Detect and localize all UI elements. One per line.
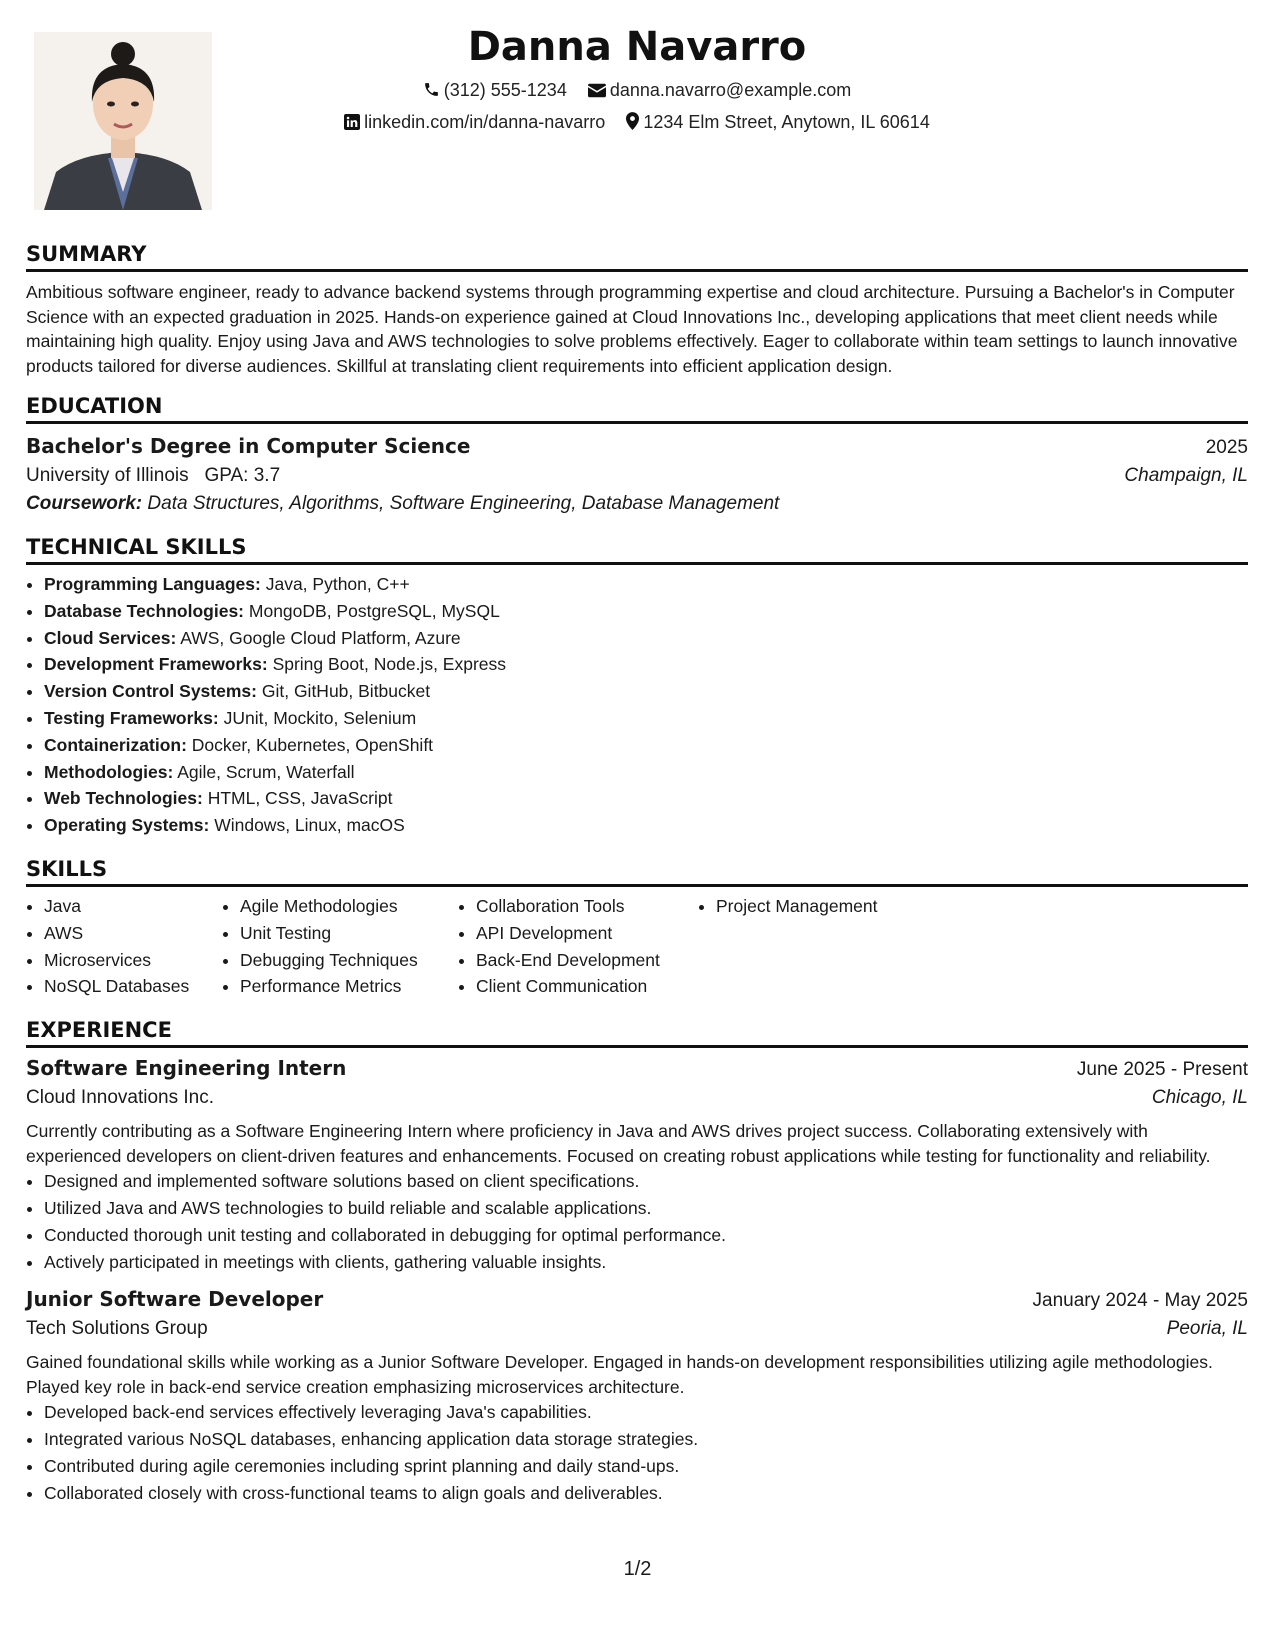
job-description: Currently contributing as a Software Engineering Intern where proficiency in Java and AWS drives project success. Collaborating extensively with experienced developers on client-driven features and enhancements. Focused on creating robust applications while testing for functionality and reliability. — [26, 1121, 1211, 1166]
list-item: • Project Management — [716, 893, 936, 920]
list-item — [44, 598, 1248, 625]
list-item: • Actively participated in meetings with clients, gathering valuable insights. — [44, 1249, 1248, 1276]
list-item — [44, 678, 1248, 705]
skill-category-value: JUnit, Mockito, Selenium — [223, 707, 417, 728]
skill-category-value: Java, Python, C++ — [265, 574, 410, 594]
job-role: Junior Software Developer — [26, 1287, 324, 1312]
experience-section — [26, 1018, 1248, 1506]
job-dates: June 2025 - Present — [1076, 1059, 1248, 1081]
linkedin-contact[interactable] — [344, 112, 605, 133]
skill-category-value: HTML, CSS, JavaScript — [207, 788, 393, 809]
job-role: Software Engineering Intern — [26, 1056, 347, 1081]
school-location: Champaign, IL — [1124, 465, 1248, 486]
address-text: 1234 Elm Street, Anytown, IL 60614 — [643, 112, 930, 132]
list-item: • NoSQL Databases — [44, 973, 222, 1000]
page-number: 1/2 — [623, 1558, 652, 1580]
skill-category-label: Development Frameworks: — [44, 654, 268, 675]
skill-category-label: Containerization: — [44, 734, 187, 755]
list-item — [44, 571, 1248, 598]
skill-category-label: Cloud Services: — [44, 627, 177, 648]
phone-contact[interactable] — [423, 80, 567, 101]
graduation-year: 2025 — [1205, 437, 1248, 458]
list-item: • Developed back-end services effectively leveraging Java's capabilities. — [44, 1399, 1248, 1426]
list-item: • AWS — [44, 920, 222, 947]
skill-category-label: Version Control Systems: — [44, 681, 257, 702]
skills-section — [26, 857, 1248, 1000]
list-item — [44, 759, 1248, 786]
skill-category-label: Database Technologies: — [44, 600, 245, 621]
list-item: • Performance Metrics — [240, 973, 458, 1000]
phone-text: (312) 555-1234 — [443, 80, 567, 100]
section-title-technical-skills: TECHNICAL SKILLS — [26, 535, 1248, 565]
section-title-summary: SUMMARY — [26, 242, 1248, 272]
technical-skills-section — [26, 535, 1248, 839]
list-item: • Client Communication — [476, 973, 698, 1000]
skills-grid — [26, 893, 1248, 1000]
skill-category-value: Agile, Scrum, Waterfall — [177, 761, 355, 782]
education-entry-sub — [26, 465, 1248, 487]
skill-category-value: MongoDB, PostgreSQL, MySQL — [248, 600, 500, 621]
list-item: • Agile Methodologies — [240, 893, 458, 920]
list-item: • Microservices — [44, 947, 222, 974]
email-text: danna.navarro@example.com — [609, 80, 852, 100]
job-bullets — [26, 1399, 1248, 1506]
skills-column — [222, 893, 458, 1000]
skill-category-label: Methodologies: — [44, 761, 174, 782]
summary-text: Ambitious software engineer, ready to advance backend systems through programming expertise and cloud architecture. Pursuing a Bachelor's in Computer Science with an expected graduation in 2025. Hands-on experience gained at Cloud Innovations Inc., developing applications that meet client needs while maintaining high quality. Enjoy using Java and AWS technologies to solve problems effectively. Eager to collaborate within team settings to launch innovative products tailored for diverse audiences. Skillful at translating client requirements into efficient application design. — [26, 282, 1238, 376]
coursework-list: Data Structures, Algorithms, Software Engineering, Database Management — [147, 493, 780, 514]
list-item — [44, 705, 1248, 732]
education-entry-header — [26, 434, 1248, 459]
email-contact[interactable] — [588, 80, 851, 101]
job-entry — [26, 1287, 1248, 1506]
skill-category-value: Windows, Linux, macOS — [214, 815, 405, 836]
job-company: Cloud Innovations Inc. — [26, 1087, 215, 1109]
address-contact — [626, 112, 930, 133]
candidate-name: Danna Navarro — [467, 24, 807, 70]
skill-category-label: Testing Frameworks: — [44, 707, 219, 728]
list-item: • Unit Testing — [240, 920, 458, 947]
skills-column — [698, 893, 936, 1000]
contact-row-secondary — [26, 112, 1248, 133]
list-item: • Utilized Java and AWS technologies to build reliable and scalable applications. — [44, 1195, 1248, 1222]
skill-category-value: Docker, Kubernetes, OpenShift — [191, 734, 434, 755]
job-sub — [26, 1087, 1248, 1109]
job-description: Gained foundational skills while working as a Junior Software Developer. Engaged in hands-on development responsibilities utilizing agile methodologies. Played key role in back-end service creation emphasizing microservices architecture. — [26, 1352, 1213, 1397]
job-header — [26, 1056, 1248, 1081]
skill-category-label: Programming Languages: — [44, 574, 261, 594]
job-company: Tech Solutions Group — [26, 1318, 208, 1340]
school-name: University of Illinois — [26, 465, 189, 486]
section-title-experience: EXPERIENCE — [26, 1018, 1248, 1048]
job-sub — [26, 1318, 1248, 1340]
list-item: • Contributed during agile ceremonies including sprint planning and daily stand-ups. — [44, 1453, 1248, 1480]
resume-page — [26, 0, 1248, 1507]
job-location: Chicago, IL — [1151, 1087, 1248, 1109]
list-item: • API Development — [476, 920, 698, 947]
map-pin-icon — [626, 112, 639, 130]
resume-header — [26, 0, 1248, 228]
skills-column — [26, 893, 222, 1000]
list-item: • Java — [44, 893, 222, 920]
list-item: • Collaborated closely with cross-functional teams to align goals and deliverables. — [44, 1480, 1248, 1507]
list-item: • Back-End Development — [476, 947, 698, 974]
skills-column — [458, 893, 698, 1000]
phone-icon — [423, 81, 440, 98]
skill-category-label: Web Technologies: — [44, 788, 203, 809]
job-location: Peoria, IL — [1166, 1318, 1248, 1340]
coursework — [26, 493, 1248, 515]
skill-category-value: Spring Boot, Node.js, Express — [272, 654, 507, 675]
contact-row-primary — [26, 80, 1248, 101]
list-item: • Conducted thorough unit testing and collaborated in debugging for optimal performance. — [44, 1222, 1248, 1249]
section-title-education: EDUCATION — [26, 394, 1248, 424]
skill-category-label: Operating Systems: — [44, 815, 210, 836]
coursework-label: Coursework: — [26, 493, 143, 514]
list-item: • Designed and implemented software solutions based on client specifications. — [44, 1168, 1248, 1195]
list-item: • Debugging Techniques — [240, 947, 458, 974]
list-item: • Collaboration Tools — [476, 893, 698, 920]
list-item — [44, 812, 1248, 839]
degree-title: Bachelor's Degree in Computer Science — [26, 434, 471, 458]
summary-section — [26, 242, 1248, 378]
job-header — [26, 1287, 1248, 1312]
list-item: • Integrated various NoSQL databases, enhancing application data storage strategies. — [44, 1426, 1248, 1453]
list-item — [44, 651, 1248, 678]
education-section — [26, 394, 1248, 515]
job-dates: January 2024 - May 2025 — [1032, 1290, 1248, 1312]
list-item — [44, 785, 1248, 812]
technical-skills-list — [26, 571, 1248, 839]
job-bullets — [26, 1168, 1248, 1275]
skill-category-value: Git, GitHub, Bitbucket — [261, 681, 431, 702]
skill-category-value: AWS, Google Cloud Platform, Azure — [180, 627, 461, 648]
list-item — [44, 625, 1248, 652]
linkedin-icon — [344, 114, 360, 130]
school-line — [26, 465, 280, 487]
linkedin-text: linkedin.com/in/danna-navarro — [364, 112, 606, 132]
job-entry — [26, 1056, 1248, 1275]
gpa: GPA: 3.7 — [204, 465, 281, 486]
list-item — [44, 732, 1248, 759]
section-title-skills: SKILLS — [26, 857, 1248, 887]
envelope-icon — [588, 83, 606, 98]
